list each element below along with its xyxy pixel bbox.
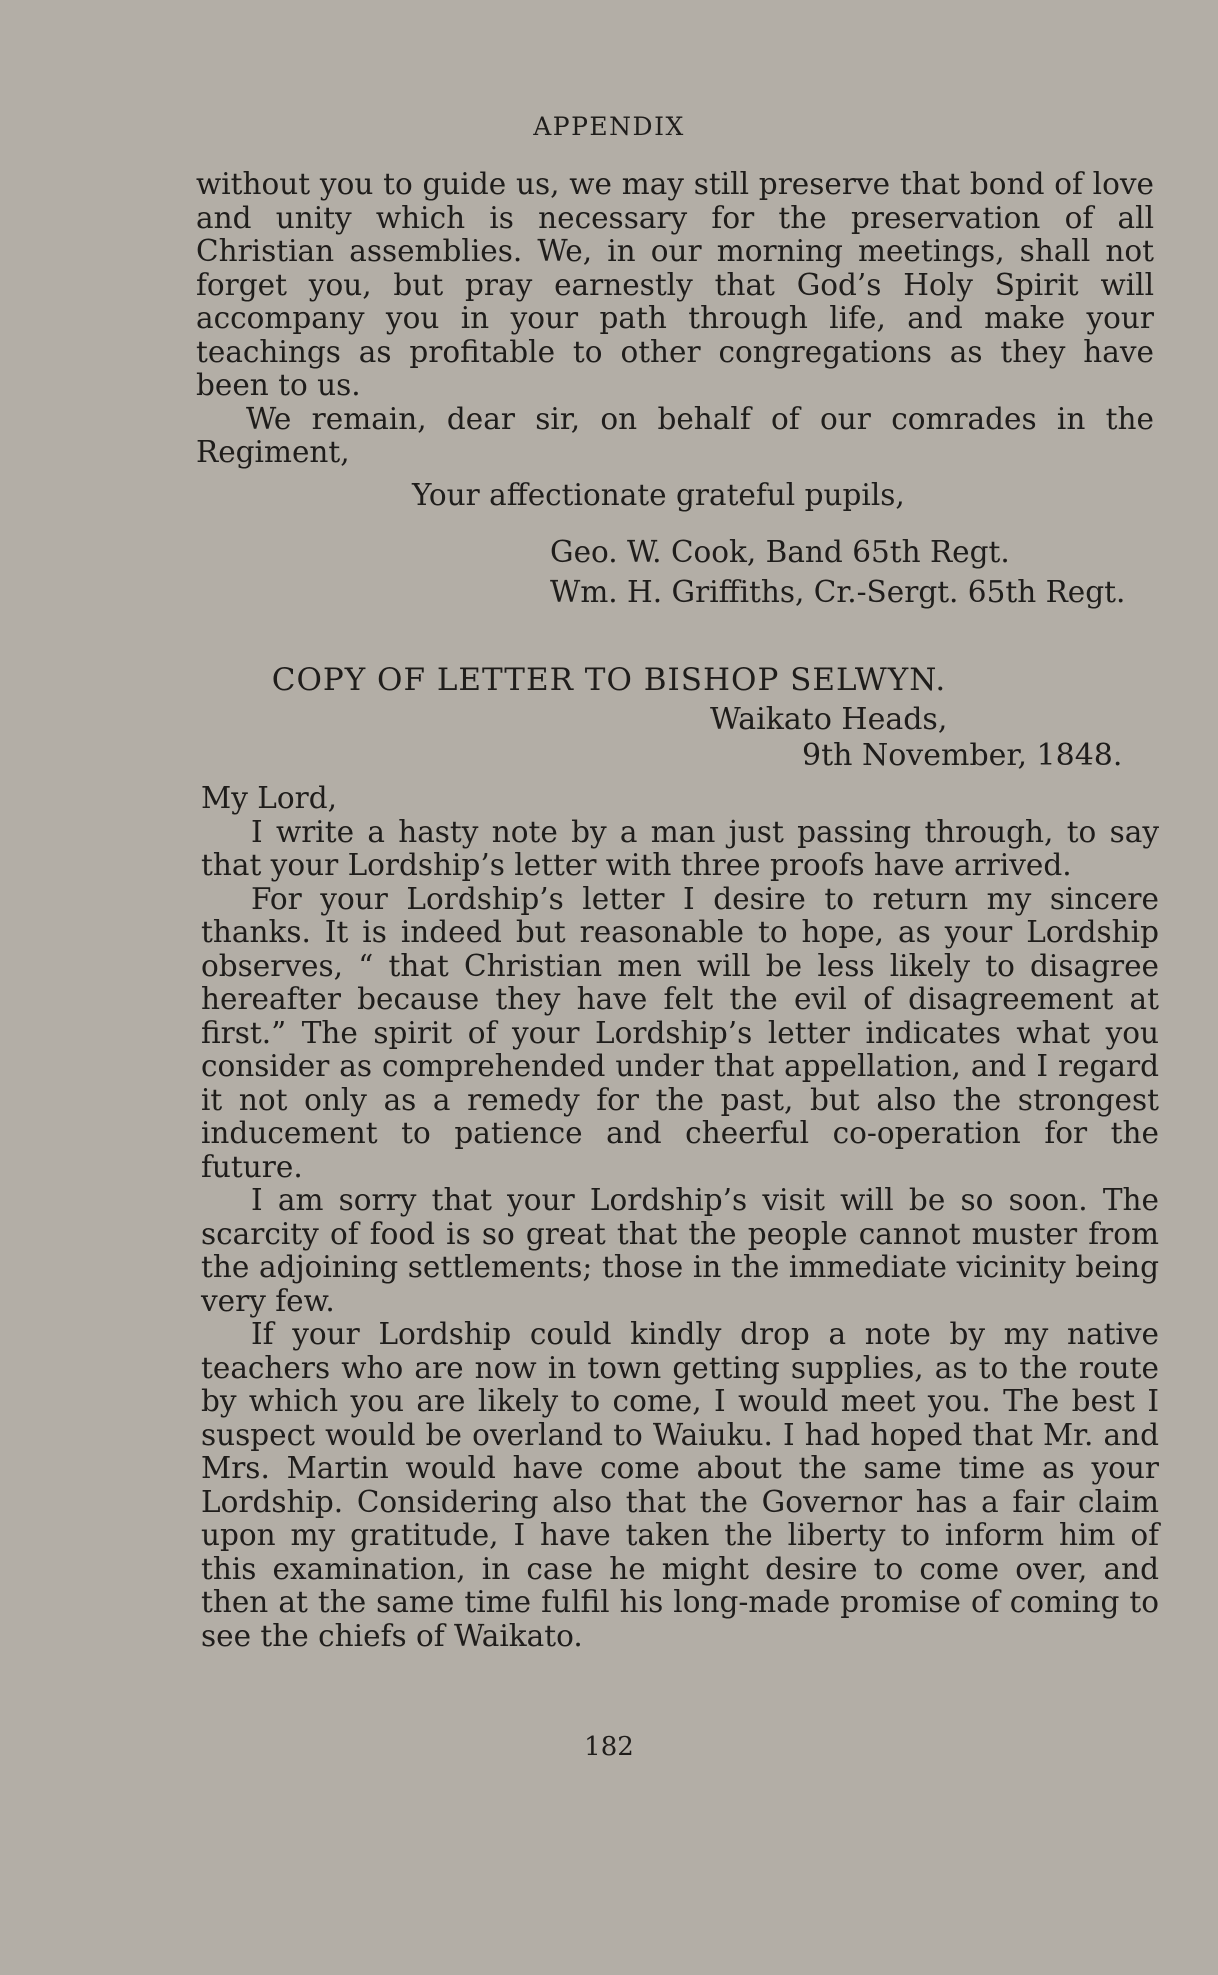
letter-salutation: My Lord, (201, 781, 337, 815)
letter-paragraph: For your Lordship’s letter I desire to return my sincere thanks. It is indeed but reasonable to hope, as your Lordship observes, “ that Christian men will be less likely to disagree hereafter because they have felt the evil of disagreement at first.” The spirit of your Lordship’s letter indicates what you consider as comprehended under that appellation, and I regard it not only as a remedy for the past, but also the strongest inducement to patience and cheerful co-operation for the future. (201, 881, 1159, 1184)
letter-body (201, 782, 1159, 1653)
letter-body-paragraph: without you to guide us, we may still preserve that bond of love and unity which is necessary for the preservation of all Christian assemblies. We, in our morning meetings, shall not forget you, but pray earnestly that God’s Holy Spirit will accompany you in your path through life, and make your teachings as profitable to other congregations as they have been to us. (196, 167, 1154, 402)
section-heading: COPY OF LETTER TO BISHOP SELWYN. (271, 662, 947, 698)
signature-block (550, 532, 1125, 612)
letter-continuation (196, 168, 1154, 470)
letter-paragraph: If your Lordship could kindly drop a note by my native teachers who are now in town getting supplies, as to the route by which you are likely to come, I would meet you. The best I suspect would be overland to Waiuku. I had hoped that Mr. and Mrs. Martin would have come about the same time as your Lordship. Considering also that the Governor has a fair claim upon my gratitude, I have taken the liberty to inform him of this examination, in case he might desire to come over, and then at the same time fulfil his long-made promise of coming to see the chiefs of Waikato. (201, 1317, 1159, 1653)
letter-place: Waikato Heads, (710, 702, 948, 737)
letter-date: 9th November, 1848. (802, 738, 1123, 773)
signature-line: Wm. H. Griffiths, Cr.-Sergt. 65th Regt. (550, 575, 1126, 609)
letter-paragraph: I write a hasty note by a man just passing through, to say that your Lordship’s letter with three proofs have arrived. (201, 814, 1159, 882)
running-head: APPENDIX (533, 112, 685, 141)
letter-closing: Your affectionate grateful pupils, (412, 478, 905, 512)
letter-closing-paragraph: We remain, dear sir, on behalf of our comrades in the Regiment, (196, 401, 1154, 469)
signature-line: Geo. W. Cook, Band 65th Regt. (550, 535, 1010, 569)
page-number: 182 (584, 1732, 634, 1762)
letter-paragraph: I am sorry that your Lordship’s visit will be so soon. The scarcity of food is so great that the people cannot muster from the adjoining settlements; those in the immediate vicinity being very few. (201, 1183, 1159, 1318)
